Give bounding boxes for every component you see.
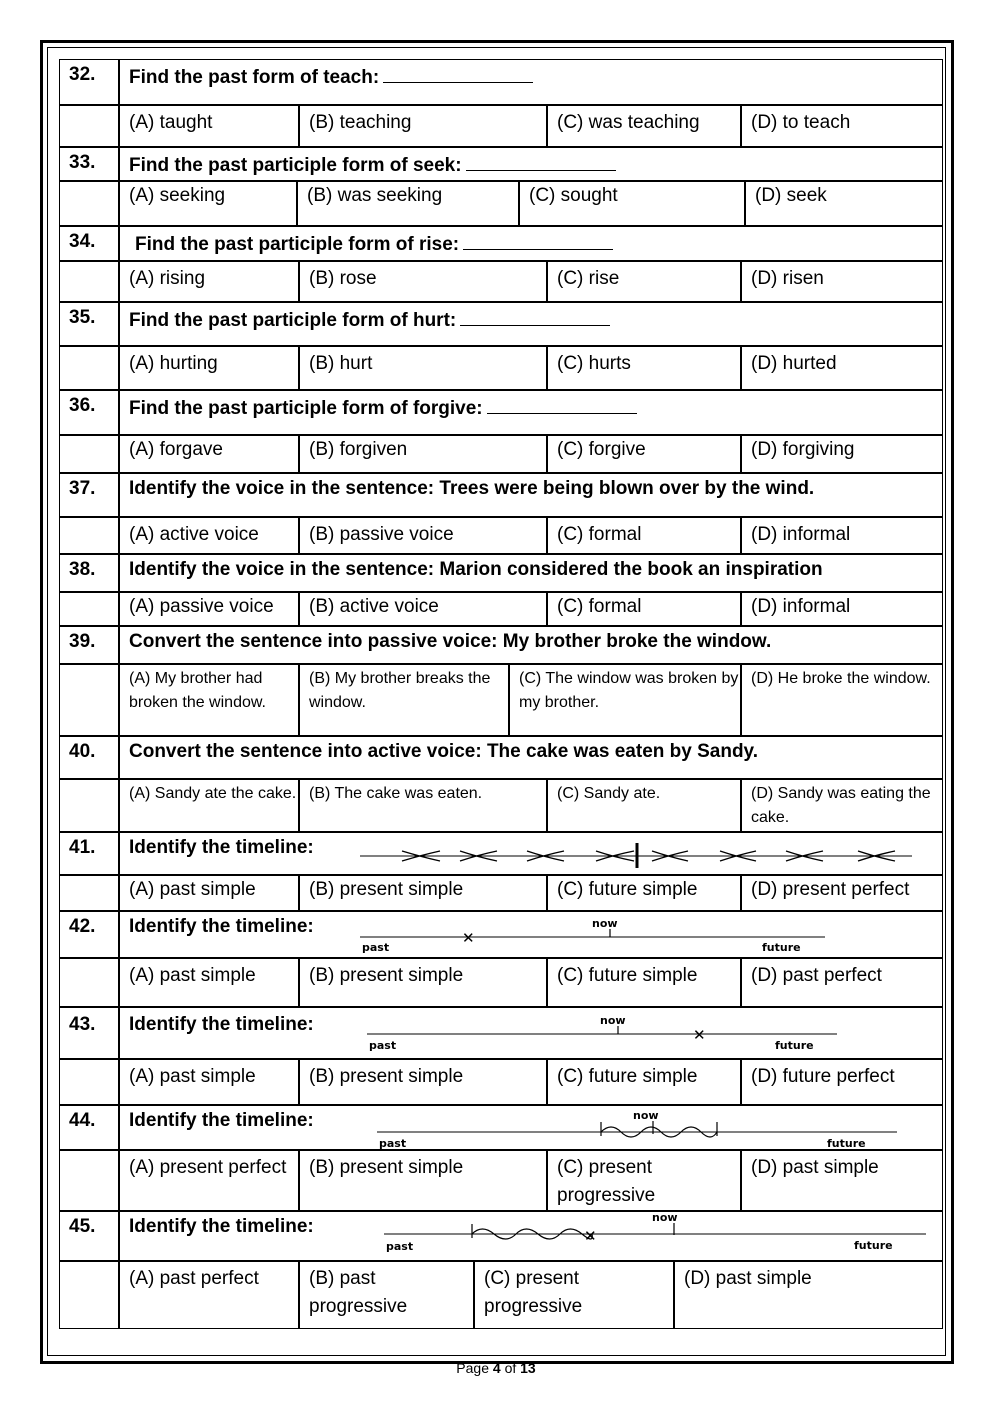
option-b[interactable]: (B) present simple <box>299 1150 547 1211</box>
option-a[interactable]: (A) forgave <box>119 435 299 473</box>
option-c[interactable]: (C) The window was broken by my brother. <box>509 664 741 736</box>
option-d[interactable]: (D) to teach <box>741 105 943 147</box>
option-c[interactable]: (C) formal <box>547 517 741 554</box>
option-d[interactable]: (D) past simple <box>741 1150 943 1211</box>
footer-current-page: 4 <box>492 1360 501 1376</box>
question-text: Identify the timeline: <box>119 1007 943 1059</box>
question-number: 33. <box>59 147 119 181</box>
question-39 <box>59 626 943 736</box>
option-a[interactable]: (A) hurting <box>119 346 299 390</box>
option-b[interactable]: (B) present simple <box>299 1059 547 1105</box>
empty-cell <box>59 592 119 626</box>
answer-blank[interactable] <box>463 231 613 250</box>
option-d[interactable]: (D) past perfect <box>741 958 943 1007</box>
question-33 <box>59 147 943 226</box>
question-number: 36. <box>59 390 119 435</box>
empty-cell <box>59 517 119 554</box>
question-number: 38. <box>59 554 119 592</box>
option-a[interactable]: (A) present perfect <box>119 1150 299 1211</box>
question-34 <box>59 226 943 302</box>
option-c[interactable]: (C) sought <box>519 181 745 226</box>
question-number: 39. <box>59 626 119 664</box>
empty-cell <box>59 779 119 832</box>
answer-blank[interactable] <box>466 152 616 171</box>
answer-blank[interactable] <box>487 395 637 414</box>
option-d[interactable]: (D) risen <box>741 261 943 302</box>
question-text: Identify the voice in the sentence: Trees were being blown over by the wind. <box>119 473 943 517</box>
timeline-diagram-42 <box>360 915 830 955</box>
question-37 <box>59 473 943 554</box>
option-d[interactable]: (D) hurted <box>741 346 943 390</box>
option-d[interactable]: (D) future perfect <box>741 1059 943 1105</box>
option-a[interactable]: (A) seeking <box>119 181 297 226</box>
timeline-now-label: now <box>600 1014 626 1027</box>
option-b[interactable]: (B) past progressive <box>299 1261 474 1329</box>
option-c[interactable]: (C) rise <box>547 261 741 302</box>
question-text: Find the past participle form of hurt: <box>119 302 943 346</box>
timeline-diagram-41 <box>360 842 915 872</box>
event-x-mark: ✕ <box>584 1227 597 1245</box>
option-a[interactable]: (A) rising <box>119 261 299 302</box>
question-text: Find the past participle form of forgive: <box>119 390 943 435</box>
option-c[interactable]: (C) formal <box>547 592 741 626</box>
option-b[interactable]: (B) active voice <box>299 592 547 626</box>
question-number: 37. <box>59 473 119 517</box>
option-b[interactable]: (B) The cake was eaten. <box>299 779 547 832</box>
option-b[interactable]: (B) present simple <box>299 875 547 911</box>
question-35 <box>59 302 943 390</box>
option-a[interactable]: (A) active voice <box>119 517 299 554</box>
option-c[interactable]: (C) future simple <box>547 875 741 911</box>
option-c[interactable]: (C) future simple <box>547 1059 741 1105</box>
option-a[interactable]: (A) past simple <box>119 1059 299 1105</box>
question-number: 32. <box>59 59 119 105</box>
option-d[interactable]: (D) informal <box>741 517 943 554</box>
option-c[interactable]: (C) was teaching <box>547 105 741 147</box>
question-number: 45. <box>59 1211 119 1261</box>
timeline-svg <box>360 915 830 955</box>
option-d[interactable]: (D) past simple <box>674 1261 943 1329</box>
question-text: Find the past form of teach: <box>119 59 943 105</box>
option-c[interactable]: (C) forgive <box>547 435 741 473</box>
timeline-now-label: now <box>652 1211 678 1224</box>
option-c[interactable]: (C) Sandy ate. <box>547 779 741 832</box>
empty-cell <box>59 958 119 1007</box>
option-d[interactable]: (D) seek <box>745 181 943 226</box>
question-number: 43. <box>59 1007 119 1059</box>
option-d[interactable]: (D) informal <box>741 592 943 626</box>
empty-cell <box>59 435 119 473</box>
option-b[interactable]: (B) My brother breaks the window. <box>299 664 509 736</box>
option-b[interactable]: (B) forgiven <box>299 435 547 473</box>
option-a[interactable]: (A) passive voice <box>119 592 299 626</box>
page-footer <box>0 1360 992 1376</box>
option-a[interactable]: (A) past simple <box>119 875 299 911</box>
timeline-svg <box>384 1210 934 1254</box>
empty-cell <box>59 1150 119 1211</box>
empty-cell <box>59 261 119 302</box>
option-a[interactable]: (A) taught <box>119 105 299 147</box>
empty-cell <box>59 664 119 736</box>
option-d[interactable]: (D) Sandy was eating the cake. <box>741 779 943 832</box>
option-a[interactable]: (A) past perfect <box>119 1261 299 1329</box>
empty-cell <box>59 1059 119 1105</box>
option-c[interactable]: (C) future simple <box>547 958 741 1007</box>
timeline-future-label: future <box>775 1039 814 1052</box>
option-c[interactable]: (C) present progressive <box>474 1261 674 1329</box>
question-text: Identify the voice in the sentence: Marion considered the book an inspiration <box>119 554 943 592</box>
timeline-future-label: future <box>762 941 801 954</box>
empty-cell <box>59 181 119 226</box>
timeline-diagram-43 <box>367 1012 842 1052</box>
footer-page-label: Page <box>456 1360 489 1376</box>
option-b[interactable]: (B) rose <box>299 261 547 302</box>
timeline-diagram-45 <box>384 1210 934 1254</box>
question-36 <box>59 390 943 473</box>
option-c[interactable]: (C) present progressive <box>547 1150 741 1211</box>
question-text: Convert the sentence into passive voice: My brother broke the window. <box>119 626 943 664</box>
question-text: Identify the timeline: <box>119 911 943 958</box>
footer-total-pages: 13 <box>520 1360 536 1376</box>
option-d[interactable]: (D) He broke the window. <box>741 664 943 736</box>
timeline-past-label: past <box>362 941 390 954</box>
timeline-past-label: past <box>386 1240 414 1253</box>
timeline-past-label: past <box>369 1039 397 1052</box>
event-x-mark: ✕ <box>693 1026 706 1044</box>
timeline-svg <box>377 1108 902 1150</box>
option-b[interactable]: (B) passive voice <box>299 517 547 554</box>
question-number: 40. <box>59 736 119 779</box>
answer-blank[interactable] <box>383 64 533 83</box>
event-x-mark: ✕ <box>462 929 475 947</box>
option-b[interactable]: (B) was seeking <box>297 181 519 226</box>
option-c[interactable]: (C) hurts <box>547 346 741 390</box>
option-d[interactable]: (D) forgiving <box>741 435 943 473</box>
question-text: Find the past participle form of seek: <box>119 147 943 181</box>
timeline-future-label: future <box>854 1239 893 1252</box>
option-a[interactable]: (A) past simple <box>119 958 299 1007</box>
question-number: 35. <box>59 302 119 346</box>
question-number: 42. <box>59 911 119 958</box>
timeline-svg <box>360 842 915 872</box>
empty-cell <box>59 875 119 911</box>
question-40 <box>59 736 943 832</box>
question-text: Convert the sentence into active voice: The cake was eaten by Sandy. <box>119 736 943 779</box>
option-b[interactable]: (B) teaching <box>299 105 547 147</box>
option-d[interactable]: (D) present perfect <box>741 875 943 911</box>
option-a[interactable]: (A) My brother had broken the window. <box>119 664 299 736</box>
question-number: 34. <box>59 226 119 261</box>
question-32 <box>59 59 943 147</box>
empty-cell <box>59 1261 119 1329</box>
timeline-diagram-44 <box>377 1108 902 1150</box>
option-b[interactable]: (B) hurt <box>299 346 547 390</box>
empty-cell <box>59 346 119 390</box>
timeline-svg <box>367 1012 842 1052</box>
timeline-now-label: now <box>592 917 618 930</box>
question-number: 41. <box>59 832 119 875</box>
question-38 <box>59 554 943 626</box>
empty-cell <box>59 105 119 147</box>
question-text: Identify the timeline: <box>119 1105 943 1150</box>
footer-of-label: of <box>504 1360 517 1376</box>
question-text: Find the past participle form of rise: <box>119 226 943 261</box>
option-b[interactable]: (B) present simple <box>299 958 547 1007</box>
timeline-future-label: future <box>827 1137 866 1150</box>
question-text: Identify the timeline: <box>119 832 943 875</box>
answer-blank[interactable] <box>460 307 610 326</box>
question-number: 44. <box>59 1105 119 1150</box>
timeline-past-label: past <box>379 1137 407 1150</box>
question-text: Identify the timeline: <box>119 1211 943 1261</box>
option-a[interactable]: (A) Sandy ate the cake. <box>119 779 299 832</box>
timeline-now-label: now <box>633 1109 659 1122</box>
